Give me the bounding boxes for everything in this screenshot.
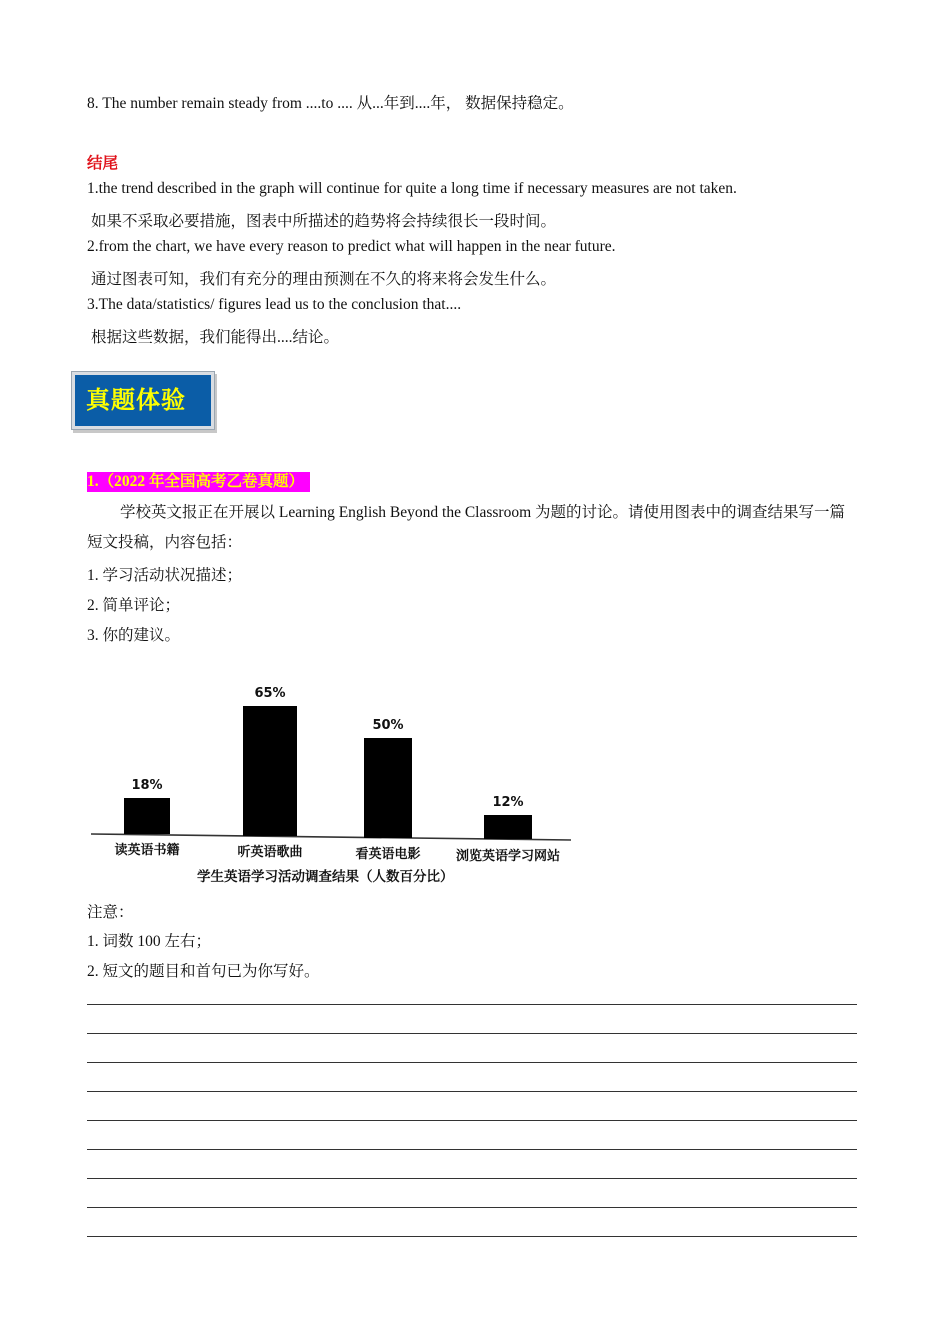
answer-line[interactable] [87,1062,857,1063]
answer-line[interactable] [87,1149,857,1150]
bar-value-label-4: 12% [492,795,524,810]
question-item-2: 2. 简单评论； [87,597,181,614]
answer-line[interactable] [87,1207,857,1208]
category-label-2: 听英语歌曲 [237,845,303,860]
notes-title: 注意： [87,904,134,921]
steady-phrase-line: 8. The number remain steady from ....to .... 从...年到....年， 数据保持稳定。 [87,95,574,112]
section-badge [71,371,215,430]
question-intro-text: 学校英文报正在开展以 Learning English Beyond the Classroom 为题的讨论。请使用图表中的调查结果写一篇短文投稿，内容包括： [87,504,846,551]
bar-3 [364,738,412,838]
category-label-4: 浏览英语学习网站 [455,849,561,864]
ending-heading: 结尾 [87,155,119,172]
question-item-3: 3. 你的建议。 [87,627,181,644]
category-label-3: 看英语电影 [355,847,421,862]
question-item-1: 1. 学习活动状况描述； [87,567,243,584]
ending-line-1-cn: 如果不采取必要措施，图表中所描述的趋势将会持续很长一段时间。 [91,213,557,230]
ending-line-2: 2.from the chart, we have every reason to predict what will happen in the near future. [87,238,616,255]
ending-line-2-cn: 通过图表可知，我们有充分的理由预测在不久的将来将会发生什么。 [91,271,557,288]
bar-value-label-2: 65% [254,686,286,701]
survey-bar-chart [85,652,585,892]
chart-caption: 学生英语学习活动调查结果（人数百分比） [197,869,454,885]
bar-2 [243,706,297,836]
answer-line[interactable] [87,1236,857,1237]
bar-value-label-1: 18% [131,778,163,793]
bar-4 [484,815,532,839]
answer-line[interactable] [87,1178,857,1179]
bar-value-label-3: 50% [372,718,404,733]
section-badge-label: 真题体验 [86,386,186,414]
answer-line[interactable] [87,1091,857,1092]
note-2: 2. 短文的题目和首句已为你写好。 [87,963,320,980]
question-header: 1.（2022 年全国高考乙卷真题） [87,472,310,492]
answer-line[interactable] [87,1033,857,1034]
ending-line-3-cn: 根据这些数据，我们能得出....结论。 [91,329,340,346]
ending-line-1: 1.the trend described in the graph will continue for quite a long time if necessary measures are not taken. [87,180,737,197]
answer-line[interactable] [87,1120,857,1121]
note-1: 1. 词数 100 左右； [87,933,212,950]
category-label-1: 读英语书籍 [114,843,180,858]
ending-line-3: 3.The data/statistics/ figures lead us to the conclusion that.... [87,296,462,313]
answer-line[interactable] [87,1004,857,1005]
question-intro [87,498,857,558]
bar-1 [124,798,170,834]
